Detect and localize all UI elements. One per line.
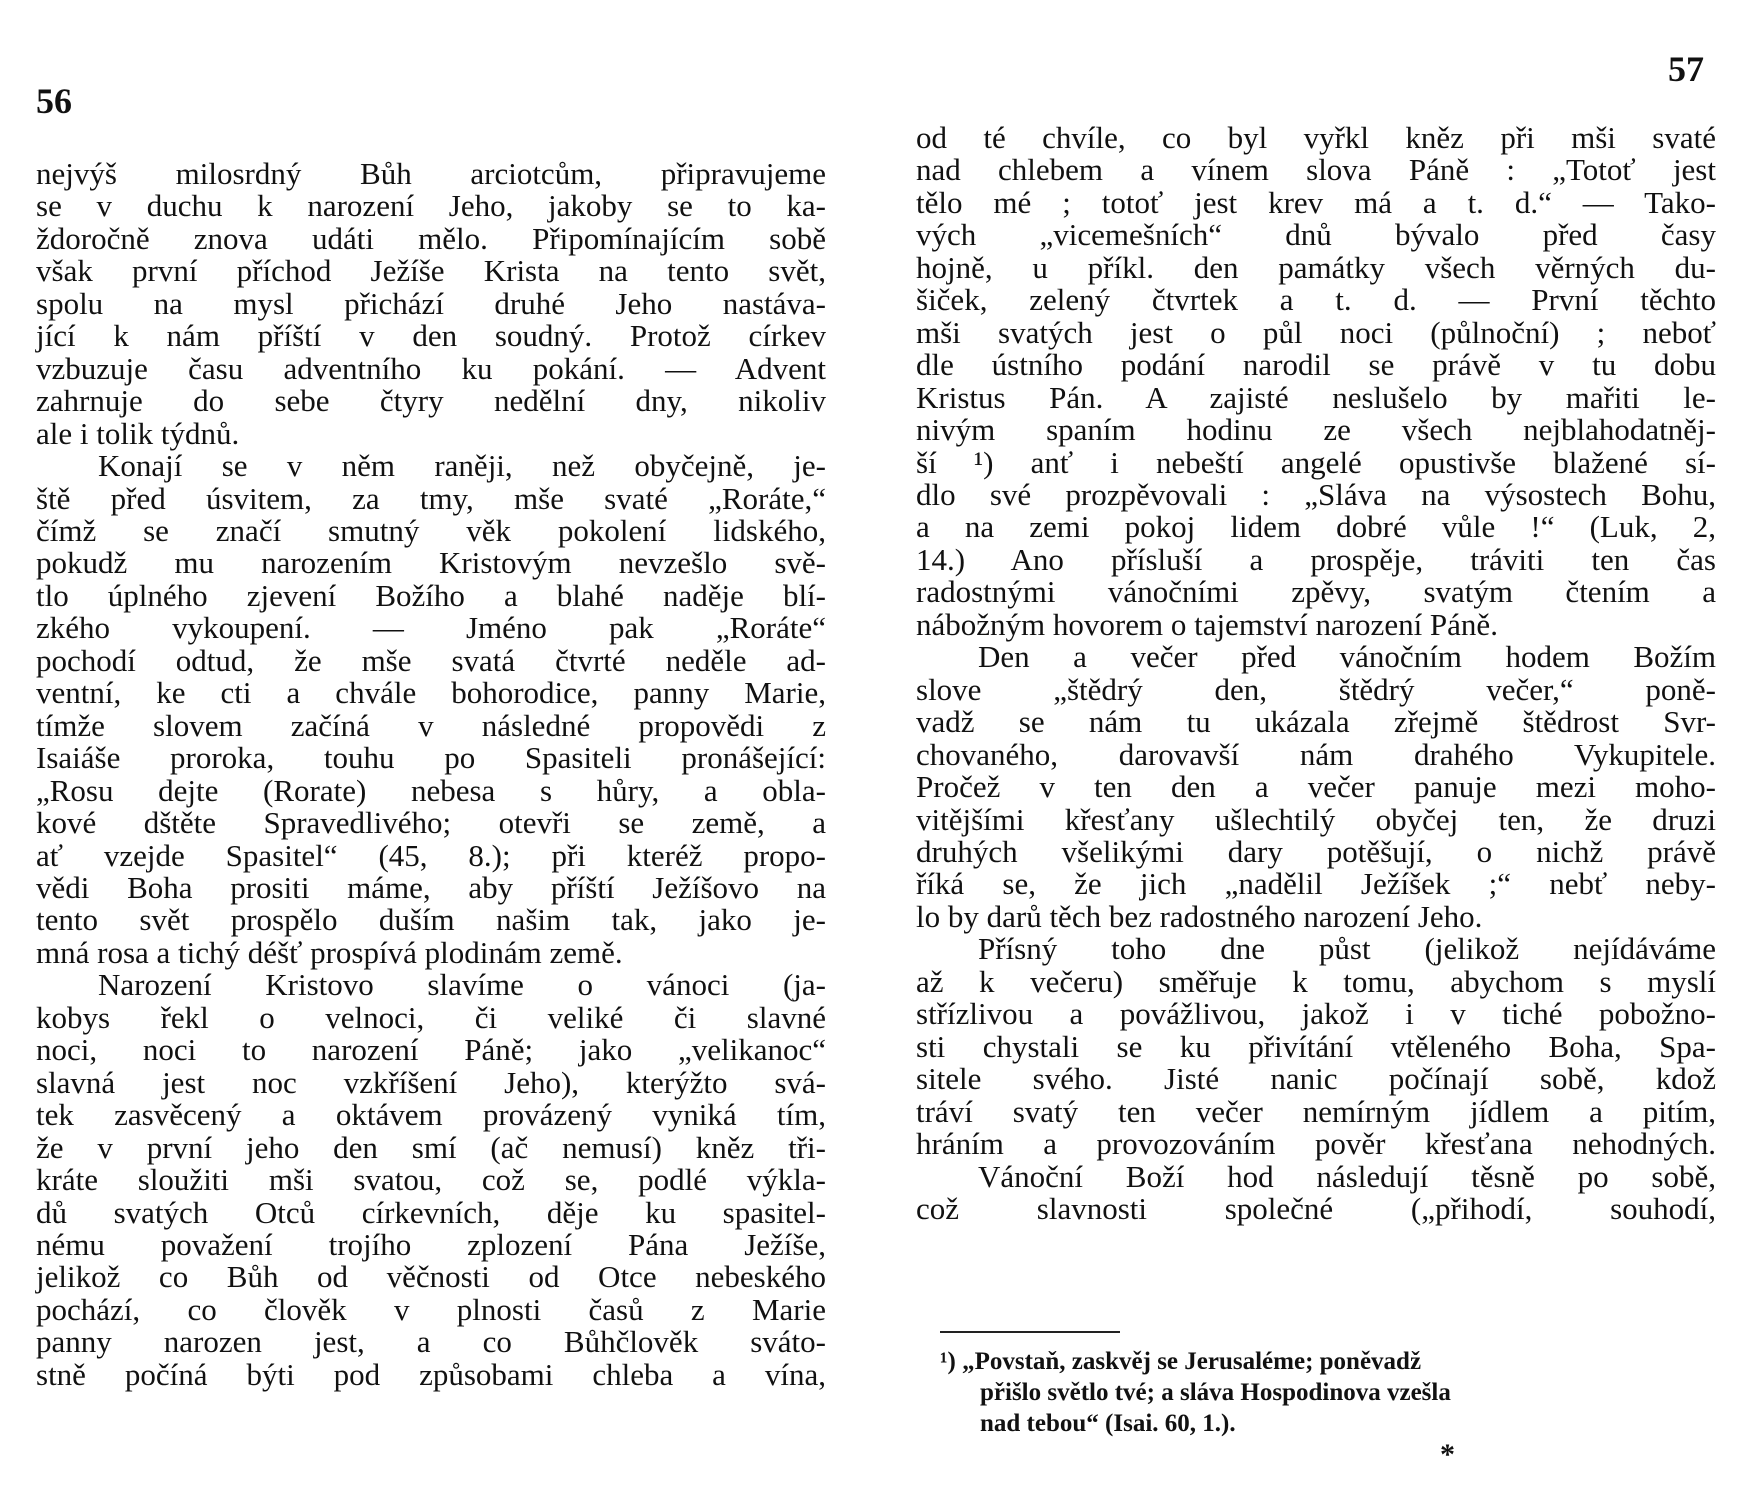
text-line: jelikož co Bůh od věčnosti od Otce nebeského — [36, 1259, 826, 1295]
text-line: říká se, že jich „nadělil Ježíšek ;“ nebť neby- — [916, 866, 1716, 902]
footnote-line: přišlo světlo tvé; a sláva Hospodinova vzešla — [980, 1379, 1451, 1406]
text-line: nivým spaním hodinu ze všech nejblahodatněj- — [916, 412, 1716, 448]
text-line: lo by darů těch bez radostného narození Jeho. — [916, 898, 1483, 934]
text-line: Konají se v něm raněji, než obyčejně, je- — [98, 448, 826, 484]
text-line: hráním a provozováním pověr křesťana nehodných. — [916, 1126, 1716, 1162]
text-line: sitele svého. Jisté nanic počínají sobě, kdož — [916, 1061, 1716, 1097]
text-line: nad chlebem a vínem slova Páně : „Totoť jest — [916, 152, 1716, 188]
text-line: mná rosa a tichý déšť prospívá plodinám země. — [36, 934, 623, 970]
text-line: střízlivou a povážlivou, jakož i v tiché pobožno- — [916, 996, 1716, 1032]
page-number: 57 — [1668, 49, 1704, 89]
text-line: Přísný toho dne půst (jelikož nejídáváme — [978, 931, 1716, 967]
page-number: 56 — [36, 81, 72, 121]
text-line: druhých všelikými dary potěšují, o nichž právě — [916, 833, 1716, 869]
text-line: dlo své prozpěvovali : „Sláva na výsostech Bohu, — [916, 476, 1716, 512]
text-line: Narození Kristovo slavíme o vánoci (ja- — [98, 967, 826, 1003]
text-line: spolu na mysl přichází druhé Jeho nastáva- — [36, 285, 826, 321]
text-line: Den a večer před vánočním hodem Božím — [978, 639, 1716, 675]
text-line: a na zemi pokoj lidem dobré vůle !“ (Luk, 2, — [916, 509, 1716, 545]
text-line: však první příchod Ježíše Krista na tento svět, — [36, 253, 826, 289]
text-line: nábožným hovorem o tajemství narození Páně. — [916, 606, 1498, 642]
text-line: vých „vicemešních“ dnů bývalo před časy — [916, 217, 1716, 253]
text-line: nejvýš milosrdný Bůh arciotcům, připravujeme — [36, 156, 826, 191]
text-line: ště před úsvitem, za tmy, mše svaté „Roráte,“ — [36, 480, 826, 516]
text-line: ší ¹) anť i nebeští angelé opustivše blažené sí- — [916, 444, 1716, 480]
footnote-rule — [940, 1331, 1120, 1333]
text-line: vitějšími křesťany ušlechtilý obyčej ten, že druzi — [916, 801, 1716, 837]
text-line: Isaiáše proroka, touhu po Spasiteli pronášející: — [36, 740, 826, 776]
text-line: „Rosu dejte (Rorate) nebesa s hůry, a obla- — [36, 772, 826, 808]
text-line: kobys řekl o velnoci, či veliké či slavné — [36, 999, 826, 1035]
text-line: kové dštěte Spravedlivého; otevři se země, a — [36, 805, 826, 841]
text-line: dle ústního podání narodil se právě v tu dobu — [916, 347, 1716, 383]
text-line: zahrnuje do sebe čtyry nedělní dny, nikoliv — [36, 383, 826, 419]
text-line: 14.) Ano přísluší a prospěje, tráviti ten čas — [916, 541, 1716, 577]
footnote-line: nad tebou“ (Isai. 60, 1.). — [980, 1410, 1236, 1437]
text-line: zkého vykoupení. — Jméno pak „Roráte“ — [36, 610, 826, 646]
text-line: tímže slovem začíná v následné propovědi z — [36, 707, 826, 743]
text-line: až k večeru) směřuje k tomu, abychom s myslí — [916, 963, 1716, 999]
left-page-text — [36, 158, 826, 1391]
text-line: tělo mé ; totoť jest krev má a t. d.“ — Tako- — [916, 184, 1716, 220]
text-line: chovaného, darovavší nám drahého Vykupitele. — [916, 736, 1716, 772]
text-line: hojně, u příkl. den památky všech věrných du- — [916, 249, 1716, 285]
text-line: Pročež v ten den a večer panuje mezi moho- — [916, 769, 1716, 805]
text-line: tlo úplného zjevení Božího a blahé naděje blí- — [36, 577, 826, 613]
text-line: čímž se značí smutný věk pokolení lidského, — [36, 512, 826, 548]
text-line: radostnými vánočními zpěvy, svatým čtením a — [916, 574, 1716, 610]
text-line: ať vzejde Spasitel“ (45, 8.); při kteréž propo- — [36, 837, 826, 873]
text-line: mši svatých jest o půl noci (půlnoční) ; neboť — [916, 314, 1716, 350]
text-line: ždoročně znova udáti mělo. Připomínajícím sobě — [36, 220, 826, 256]
footnote-line: ¹) „Povstaň, zaskvěj se Jerusaléme; poněvadž — [940, 1348, 1422, 1375]
text-line: tráví svatý ten večer nemírným jídlem a pitím, — [916, 1093, 1716, 1129]
text-line: pochází, co člověk v plnosti časů z Marie — [36, 1291, 826, 1327]
text-line: sti chystali se ku přivítání vtěleného Boha, Spa- — [916, 1028, 1716, 1064]
right-page-text — [916, 122, 1716, 1225]
left-page — [0, 0, 860, 1500]
text-line: šiček, zelený čtvrtek a t. d. — První těchto — [916, 282, 1716, 318]
text-line: vadž se nám tu ukázala zřejmě štědrost Svr- — [916, 704, 1716, 740]
text-line: slove „štědrý den, štědrý večer,“ poně- — [916, 671, 1716, 707]
text-line: dů svatých Otců církevních, děje ku spasitel- — [36, 1194, 826, 1230]
text-line: ale i tolik týdnů. — [36, 415, 240, 451]
text-line: Kristus Pán. A zajisté neslušelo by mařiti le- — [916, 379, 1716, 415]
signature-mark: * — [1440, 1438, 1455, 1471]
text-line: vzbuzuje času adventního ku pokání. — Advent — [36, 350, 826, 386]
text-line: což slavnosti společné („přihodí, souhodí, — [916, 1190, 1716, 1226]
text-line: kráte sloužiti mši svatou, což se, podlé výkla- — [36, 1162, 826, 1198]
text-line: slavná jest noc vzkříšení Jeho), kterýžto svá- — [36, 1064, 826, 1100]
text-line: stně počíná býti pod způsobami chleba a vína, — [36, 1356, 826, 1392]
text-line: od té chvíle, co byl vyřkl kněz při mši svaté — [916, 120, 1716, 155]
text-line: vědi Boha prositi máme, aby příští Ježíšovo na — [36, 869, 826, 905]
text-line: Vánoční Boží hod následují těsně po sobě, — [978, 1158, 1716, 1194]
right-page — [880, 0, 1750, 1500]
text-line: jící k nám příští v den soudný. Protož církev — [36, 318, 826, 354]
text-line: tek zasvěcený a oktávem provázený vyniká tím, — [36, 1097, 826, 1133]
text-line: pokudž mu narozením Kristovým nevzešlo svě- — [36, 545, 826, 581]
text-line: noci, noci to narození Páně; jako „velikanoc“ — [36, 1032, 826, 1068]
footnote — [940, 1346, 1700, 1439]
text-line: panny narozen jest, a co Bůhčlověk sváto- — [36, 1324, 826, 1360]
text-line: že v první jeho den smí (ač nemusí) kněz tři- — [36, 1129, 826, 1165]
text-line: se v duchu k narození Jeho, jakoby se to ka- — [36, 188, 826, 224]
text-line: tento svět prospělo duším našim tak, jako je- — [36, 902, 826, 938]
text-line: ventní, ke cti a chvále bohorodice, panny Marie, — [36, 675, 826, 711]
text-line: nému považení trojího zplození Pána Ježíše, — [36, 1226, 826, 1262]
text-line: pochodí odtud, že mše svatá čtvrté neděle ad- — [36, 642, 826, 678]
